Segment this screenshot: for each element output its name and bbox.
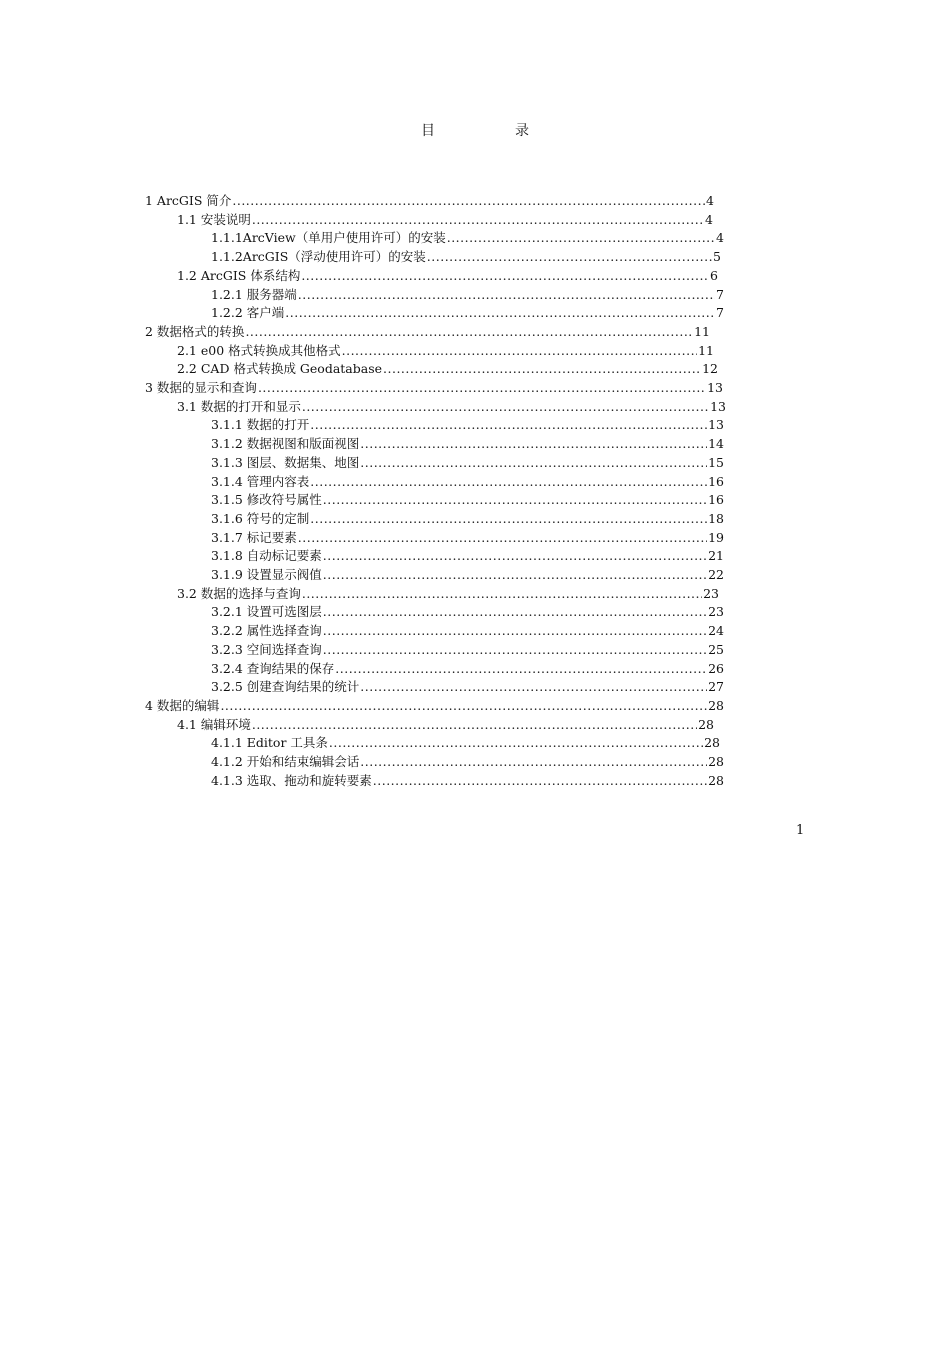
toc-entry-page: 16	[708, 473, 724, 489]
toc-entry[interactable]	[211, 473, 724, 491]
toc-entry-page: 14	[708, 436, 724, 452]
toc-entry-label: 4.1.1 Editor 工具条	[211, 735, 328, 751]
toc-entry[interactable]	[177, 585, 719, 603]
toc-entry[interactable]	[211, 435, 724, 453]
toc-entry-label: 3.1.8 自动标记要素	[211, 548, 322, 564]
toc-entry-page: 11	[698, 342, 714, 358]
toc-entry[interactable]	[145, 379, 723, 397]
toc-leader-dots	[245, 323, 693, 341]
toc-entry[interactable]	[211, 304, 724, 322]
toc-leader-dots	[302, 585, 702, 603]
toc-entry[interactable]	[211, 734, 720, 752]
toc-leader-dots	[302, 398, 709, 416]
toc-entry-label: 1.2.1 服务器端	[211, 286, 297, 302]
toc-entry-label: 3.1.4 管理内容表	[211, 473, 310, 489]
toc-entry-page: 28	[708, 772, 724, 788]
page-number: 1	[796, 823, 805, 838]
toc-entry[interactable]	[211, 566, 724, 584]
toc-entry-label: 4.1.3 选取、拖动和旋转要素	[211, 772, 372, 788]
toc-entry-page: 28	[708, 697, 724, 713]
toc-leader-dots	[323, 622, 707, 640]
toc-entry-label: 3.2.3 空间选择查询	[211, 641, 322, 657]
toc-leader-dots	[252, 716, 697, 734]
toc-entry-label: 3.1.2 数据视图和版面视图	[211, 436, 360, 452]
toc-leader-dots	[310, 510, 707, 528]
toc-leader-dots	[335, 660, 707, 678]
toc-entry-label: 1.1 安装说明	[177, 211, 251, 227]
toc-entry[interactable]	[211, 772, 724, 790]
toc-entry-page: 4	[716, 230, 724, 246]
toc-entry[interactable]	[211, 678, 724, 696]
toc-entry[interactable]	[211, 454, 724, 472]
toc-leader-dots	[301, 267, 709, 285]
toc-entry[interactable]	[177, 342, 714, 360]
toc-entry-label: 3 数据的显示和查询	[145, 380, 257, 395]
toc-leader-dots	[323, 566, 707, 584]
toc-leader-dots	[329, 734, 703, 752]
toc-entry-label: 3.1.7 标记要素	[211, 529, 297, 545]
toc-entry[interactable]	[211, 416, 724, 434]
toc-entry-page: 25	[708, 641, 724, 657]
toc-entry-page: 19	[708, 529, 724, 545]
toc-leader-dots	[258, 379, 706, 397]
toc-entry-page: 5	[713, 249, 721, 265]
toc-leader-dots	[360, 753, 707, 771]
toc-entry-page: 22	[708, 567, 724, 582]
toc-entry-label: 3.1.5 修改符号属性	[211, 492, 322, 508]
toc-entry-label: 3.2 数据的选择与查询	[177, 585, 301, 601]
toc-entry[interactable]	[177, 716, 714, 734]
toc-title-right: 录	[515, 123, 529, 139]
toc-entry-page: 18	[708, 510, 724, 526]
toc-entry[interactable]	[211, 622, 724, 640]
toc-entry-page: 28	[698, 716, 714, 732]
toc-entry[interactable]	[177, 398, 726, 416]
toc-entry-page: 24	[708, 623, 724, 639]
toc-entry[interactable]	[145, 323, 710, 341]
toc-entry[interactable]	[145, 697, 724, 715]
toc-leader-dots	[323, 491, 707, 509]
toc-leader-dots	[342, 342, 697, 360]
toc-entry[interactable]	[211, 491, 724, 509]
toc-entry-label: 1.1.1ArcView（单用户使用许可）的安装	[211, 230, 446, 246]
toc-entry-page: 11	[694, 323, 710, 339]
toc-entry-page: 4	[705, 211, 713, 227]
toc-leader-dots	[323, 547, 707, 565]
toc-leader-dots	[285, 304, 715, 322]
toc-entry[interactable]	[211, 660, 724, 678]
toc-entry-label: 4.1.2 开始和结束编辑会话	[211, 754, 360, 769]
toc-entry-page: 6	[710, 267, 718, 283]
toc-leader-dots	[360, 678, 707, 696]
toc-entry-page: 23	[703, 585, 719, 601]
toc-leader-dots	[310, 473, 707, 491]
toc-entry-page: 7	[716, 286, 724, 302]
toc-leader-dots	[298, 286, 715, 304]
toc-entry-page: 27	[708, 679, 724, 695]
toc-entry-page: 13	[707, 380, 723, 395]
toc-leader-dots	[323, 641, 707, 659]
toc-leader-dots	[373, 772, 707, 790]
toc-title-left: 目	[421, 123, 435, 139]
toc-entry-label: 3.1.3 图层、数据集、地图	[211, 454, 360, 470]
toc-entry[interactable]	[211, 603, 724, 621]
toc-entry[interactable]	[211, 248, 721, 266]
toc-entry-page: 28	[708, 754, 724, 769]
toc-entry-label: 3.1.6 符号的定制	[211, 510, 310, 526]
toc-leader-dots	[427, 248, 712, 266]
toc-entry-label: 1 ArcGIS 简介	[145, 193, 232, 208]
toc-entry[interactable]	[211, 229, 724, 247]
toc-entry-page: 26	[708, 660, 724, 676]
toc-entry-label: 3.1 数据的打开和显示	[177, 398, 301, 414]
toc-entry-page: 28	[704, 735, 720, 751]
toc-entry[interactable]	[177, 211, 713, 229]
toc-entry-label: 3.1.9 设置显示阀值	[211, 567, 322, 582]
toc-entry-page: 12	[702, 361, 718, 377]
toc-entry[interactable]	[211, 510, 724, 528]
toc-leader-dots	[220, 697, 707, 715]
toc-leader-dots	[323, 603, 707, 621]
toc-entry-page: 13	[710, 398, 726, 414]
toc-entry-page: 21	[708, 548, 724, 564]
toc-leader-dots	[360, 435, 707, 453]
toc-leader-dots	[298, 529, 707, 547]
toc-entry-label: 1.2 ArcGIS 体系结构	[177, 267, 301, 283]
toc-entry-label: 3.2.5 创建查询结果的统计	[211, 679, 360, 695]
toc-entry-page: 4	[706, 193, 714, 208]
toc-leader-dots	[252, 211, 704, 229]
toc-entry[interactable]	[145, 192, 714, 210]
toc-entry-page: 15	[708, 454, 724, 470]
toc-entry-page: 7	[716, 305, 724, 321]
toc-leader-dots	[383, 360, 701, 378]
toc-entry-label: 4.1 编辑环境	[177, 716, 251, 732]
toc-entry-label: 2.2 CAD 格式转换成 Geodatabase	[177, 361, 383, 377]
toc-entry-label: 1.2.2 客户端	[211, 305, 285, 321]
toc-entry[interactable]	[211, 753, 724, 771]
toc-entry[interactable]	[211, 286, 724, 304]
toc-entry-page: 13	[708, 417, 724, 433]
toc-entry[interactable]	[177, 360, 718, 378]
toc-entry-page: 23	[708, 604, 724, 620]
toc-entry-label: 2.1 e00 格式转换成其他格式	[177, 342, 341, 358]
toc-entry[interactable]	[211, 529, 724, 547]
toc-entry[interactable]	[177, 267, 718, 285]
toc-entry-label: 3.2.2 属性选择查询	[211, 623, 322, 639]
toc-entry-label: 1.1.2ArcGIS（浮动使用许可）的安装	[211, 249, 426, 265]
toc-entry-label: 3.2.1 设置可选图层	[211, 604, 322, 620]
toc-entry-label: 4 数据的编辑	[145, 697, 220, 713]
toc-title	[0, 121, 950, 141]
toc-entry-page: 16	[708, 492, 724, 508]
toc-entry-label: 2 数据格式的转换	[145, 323, 245, 339]
toc-entry-label: 3.2.4 查询结果的保存	[211, 660, 335, 676]
toc-leader-dots	[232, 192, 705, 210]
toc-entry[interactable]	[211, 641, 724, 659]
toc-entry[interactable]	[211, 547, 724, 565]
toc-leader-dots	[447, 229, 715, 247]
toc-entry-label: 3.1.1 数据的打开	[211, 417, 310, 433]
toc-leader-dots	[310, 416, 707, 434]
toc-leader-dots	[360, 454, 707, 472]
